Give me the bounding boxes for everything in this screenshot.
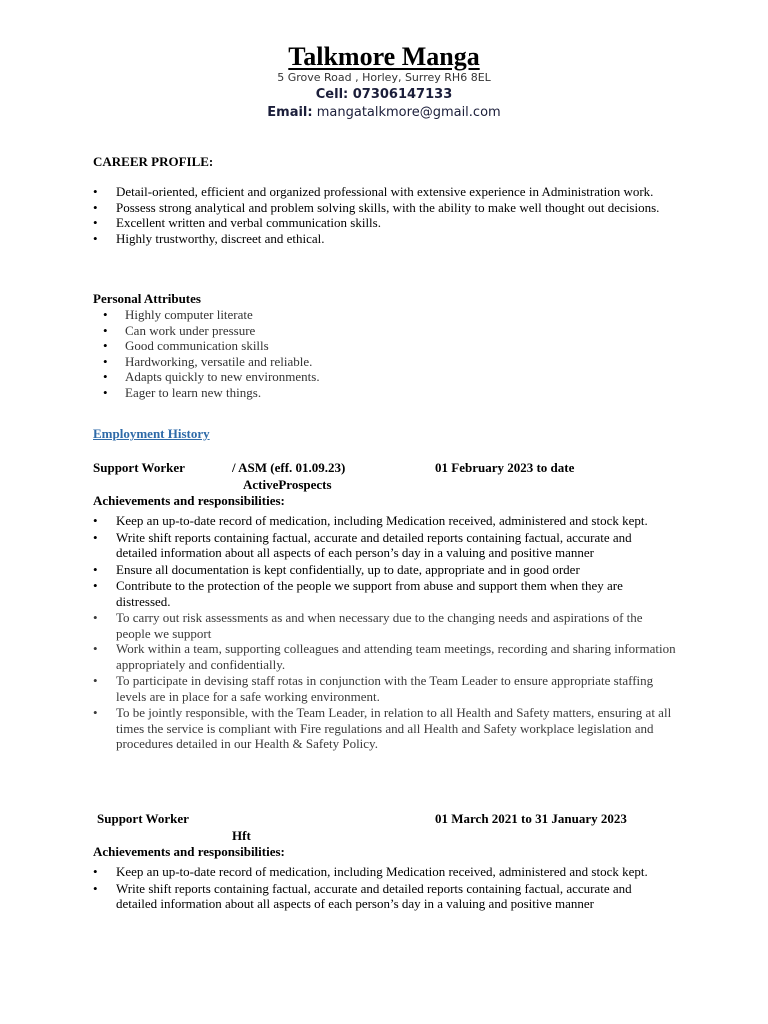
list-item: • To carry out risk assessments as and when necessary due to the changing needs and aspirations of the people we support <box>93 610 676 641</box>
list-item: • Keep an up-to-date record of medication, including Medication received, administered and stock kept. <box>93 513 676 529</box>
email-label: Email: <box>267 105 313 120</box>
job-dates: 01 February 2023 to date <box>435 460 575 475</box>
achievements-heading: Achievements and responsibilities: <box>93 844 285 859</box>
job-responsibilities-list <box>93 864 676 912</box>
personal-attributes-list <box>93 307 525 400</box>
list-item: • Highly computer literate <box>93 307 525 323</box>
employment-history-heading[interactable]: Employment History <box>93 426 210 441</box>
job-responsibilities-list <box>93 513 676 752</box>
job-employer: ActiveProspects <box>243 477 332 492</box>
job-dates: 01 March 2021 to 31 January 2023 <box>435 811 627 826</box>
list-item: • Write shift reports containing factual, accurate and detailed reports containing factual, accurate and detailed information about all aspects of each person’s day in a valuing and positive manner <box>93 881 676 912</box>
list-item: • Keep an up-to-date record of medication, including Medication received, administered and stock kept. <box>93 864 676 880</box>
email-line <box>0 104 768 122</box>
list-item: • Excellent written and verbal communication skills. <box>93 215 676 231</box>
list-item: • Good communication skills <box>93 338 525 354</box>
address: 5 Grove Road , Horley, Surrey RH6 8EL <box>277 71 491 84</box>
job-employer: Hft <box>232 828 251 843</box>
list-item: • Possess strong analytical and problem solving skills, with the ability to make well thought out decisions. <box>93 200 676 216</box>
list-item: • Contribute to the protection of the people we support from abuse and support them when they are distressed. <box>93 578 676 609</box>
candidate-name: Talkmore Manga <box>288 42 480 71</box>
list-item: • To be jointly responsible, with the Team Leader, in relation to all Health and Safety matters, ensuring at all times the service is compliant with Fire regulations and all Health and Safety workplace legislation and procedures detailed in our Health & Safety Policy. <box>93 705 676 752</box>
job-role: / ASM (eff. 01.09.23) <box>232 460 346 475</box>
list-item: • Ensure all documentation is kept confidentially, up to date, appropriate and in good order <box>93 562 676 578</box>
cell-phone: Cell: 07306147133 <box>315 87 453 102</box>
list-item: • Eager to learn new things. <box>93 385 525 401</box>
list-item: • Highly trustworthy, discreet and ethical. <box>93 231 676 247</box>
job-title: Support Worker <box>93 460 185 475</box>
career-profile-list <box>93 184 676 246</box>
achievements-heading: Achievements and responsibilities: <box>93 493 285 508</box>
job-title: Support Worker <box>97 811 189 826</box>
list-item: • To participate in devising staff rotas in conjunction with the Team Leader to ensure appropriate staffing levels are in place for a safe working environment. <box>93 673 676 704</box>
list-item: • Can work under pressure <box>93 323 525 339</box>
personal-attributes-heading: Personal Attributes <box>93 291 201 306</box>
list-item: • Adapts quickly to new environments. <box>93 369 525 385</box>
list-item: • Write shift reports containing factual, accurate and detailed reports containing factual, accurate and detailed information about all aspects of each person’s day in a valuing and positive manner <box>93 530 676 561</box>
list-item: • Work within a team, supporting colleagues and attending team meetings, recording and sharing information appropriately and confidentially. <box>93 641 676 672</box>
list-item: • Hardworking, versatile and reliable. <box>93 354 525 370</box>
email-address[interactable]: mangatalkmore@gmail.com <box>312 105 501 120</box>
career-profile-heading: CAREER PROFILE: <box>93 154 214 169</box>
list-item: • Detail-oriented, efficient and organized professional with extensive experience in Administration work. <box>93 184 676 200</box>
